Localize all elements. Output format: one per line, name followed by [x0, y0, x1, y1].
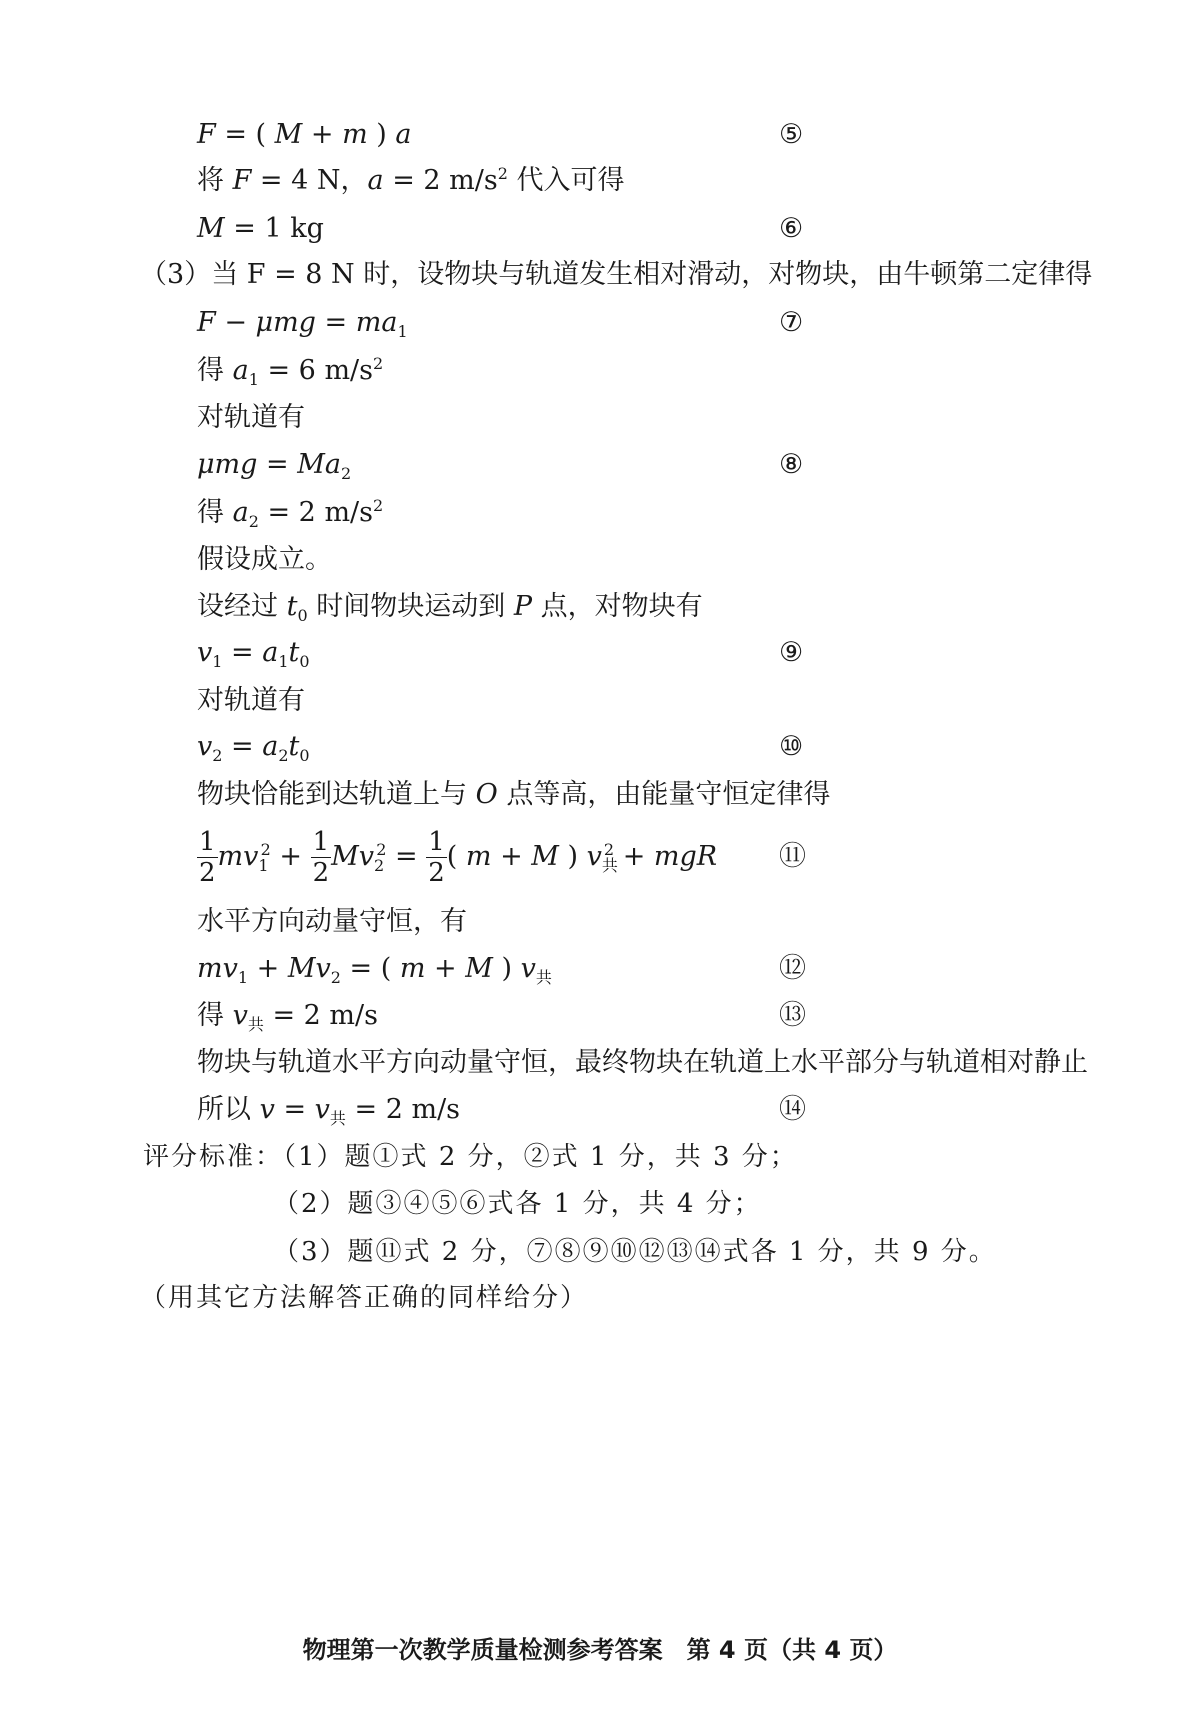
track-line-2: 对轨道有 — [197, 685, 305, 716]
equation-number-5: ⑤ — [779, 119, 804, 150]
equation-14: 所以 $v = v_共 = 2$ m/s — [197, 1094, 461, 1128]
scoring-rule-3: （3）题⑪式 2 分，⑦⑧⑨⑩⑫⑬⑭式各 1 分，共 9 分。 — [273, 1237, 997, 1267]
equation-number-8: ⑧ — [779, 449, 804, 480]
equation-7: $F - \mu mg = ma_1$ — [197, 307, 408, 341]
result-a2: 得 $a_2 = 2$ $m/s^2$ — [197, 496, 384, 531]
equation-number-6: ⑥ — [779, 213, 804, 244]
equation-number-11: ⑪ — [779, 841, 806, 872]
track-line-1: 对轨道有 — [197, 402, 305, 433]
time-setup-line: 设经过 $t_0$ 时间物块运动到 P 点，对物块有 — [197, 591, 703, 625]
equation-10: $v_2 = a_2t_0$ — [197, 731, 310, 765]
equation-5: F = ( M + m ) a — [197, 119, 412, 150]
conclusion-line: 物块与轨道水平方向动量守恒，最终物块在轨道上水平部分与轨道相对静止 — [197, 1047, 1088, 1078]
scoring-rule-1: 评分标准：（1）题①式 2 分，②式 1 分，共 3 分； — [143, 1142, 798, 1172]
equation-number-14: ⑭ — [779, 1094, 806, 1125]
equation-6: M = 1 kg — [197, 213, 324, 244]
equation-8: $\mu mg = Ma_2$ — [197, 449, 352, 483]
page-footer: 物理第一次教学质量检测参考答案 第 4 页（共 4 页） — [302, 1636, 898, 1664]
scoring-rule-2: （2）题③④⑤⑥式各 1 分，共 4 分； — [273, 1189, 762, 1219]
scoring-note: （用其它方法解答正确的同样给分） — [140, 1283, 589, 1313]
equation-number-10: ⑩ — [779, 731, 804, 762]
equation-number-7: ⑦ — [779, 307, 804, 338]
equation-number-9: ⑨ — [779, 637, 804, 668]
equation-13: 得 $v_共 = 2$ m/s — [197, 1000, 378, 1034]
assumption-holds: 假设成立。 — [197, 544, 332, 575]
equation-12: $mv_1 + Mv_2$ = ( m + M ) $v_共$ — [197, 953, 552, 987]
equation-number-12: ⑫ — [779, 953, 806, 984]
part-3-intro: （3）当 F = 8 N 时，设物块与轨道发生相对滑动，对物块，由牛顿第二定律得 — [140, 259, 1093, 290]
equation-number-13: ⑬ — [779, 1000, 806, 1031]
energy-intro: 物块恰能到达轨道上与 O 点等高，由能量守恒定律得 — [197, 779, 831, 810]
momentum-intro: 水平方向动量守恒，有 — [197, 906, 467, 937]
substitute-line: 将 F = 4 N，a = 2 $m/s^2$ 代入可得 — [197, 164, 625, 196]
equation-9: $v_1 = a_1t_0$ — [197, 637, 310, 671]
equation-11: $\frac{1}{2}$ $mv_1^2$ + $\frac{1}{2}$ $Mv_2^2$ = $\frac{1}{2}$ ( m + M ) $v_共^2$ + mgR — [199, 827, 718, 888]
result-a1: 得 $a_1 = 6$ $m/s^2$ — [197, 354, 384, 389]
